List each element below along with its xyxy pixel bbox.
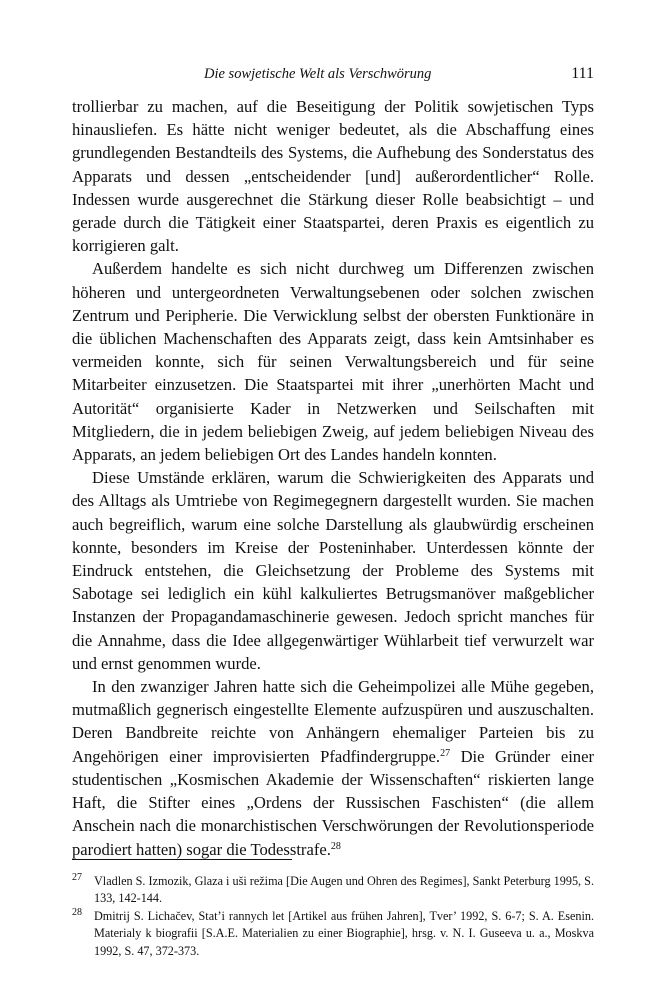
paragraph xyxy=(72,675,594,861)
body-text xyxy=(72,95,594,861)
page-number: 111 xyxy=(571,65,594,82)
paragraph-text: Diese Umstände erklären, warum die Schwierigkeiten des Apparats und des Alltags als Umtriebe von Regimegegnern dargestellt wurden. Sie machen auch begreiflich, warum eine solche Darstellung als glaubwürdig erscheinen konnte, besonders im Kreise der Posteninhaber. Unterdessen könnte der Eindruck entstehen, die Gleichsetzung der Probleme des Systems mit Sabotage sei lediglich ein kühl kalkuliertes Betrugsmanöver maßgeblicher Instanzen der Propagandamaschinerie gewesen. Jedoch spricht manches für die Annahme, dass die Idee allgegenwärtiger Wühlarbeit tief verwurzelt war und ernst genommen wurde. xyxy=(72,468,594,673)
paragraph-text: trollierbar zu machen, auf die Beseitigung der Politik sowjetischen Typs hinausliefen. Es hätte nicht weniger bedeutet, als die Abschaffung eines grundlegenden Bestandteils des Systems, die Aufhebung des Sonderstatus des Apparats und dessen „entscheidender [und] außerordentlicher“ Rolle. Indessen wurde ausgerechnet die Stärkung dieser Rolle beabsichtigt – und gerade durch die Tätigkeit einer Staatspartei, deren Praxis es eigentlich zu korrigieren galt. xyxy=(72,97,594,256)
paragraph xyxy=(72,466,594,675)
paragraph-text: In den zwanziger Jahren hatte sich die Geheimpolizei alle Mühe gegeben, mutmaßlich gegnerisch eingestellte Elemente aufzuspüren und auszuschalten. Deren Bandbreite reichte von Anhängern ehemaliger Parteien bis zu Angehörigen einer improvisierten Pfadfindergruppe. xyxy=(72,677,594,766)
footnote-separator xyxy=(72,859,292,860)
paragraph-text: Außerdem handelte es sich nicht durchweg um Differenzen zwischen höheren und untergeordneten Verwaltungsebenen oder solchen zwischen Zentrum und Peripherie. Die Verwicklung selbst der obersten Funktionäre in die üblichen Machenschaften des Apparats zeigt, dass kein Amtsinhaber es vermeiden konnte, sich für seinen Verwaltungsbereich und für seine Mitarbeiter einzusetzen. Die Staatspartei mit ihrer „unerhörten Macht und Autorität“ organisierte Kader in Netzwerken und Seilschaften mit Mitgliedern, die in jedem beliebigen Zweig, auf jedem beliebigen Niveau des Apparats, an jedem beliebigen Ort des Landes handeln konnten. xyxy=(72,259,594,465)
footnote-mark: 28 xyxy=(72,906,82,918)
paragraph xyxy=(72,257,594,466)
footnote-text: Dmitrij S. Lichačev, Stat’i rannych let [Artikel aus frühen Jahren], Tver’ 1992, S. 6-7; S. A. Esenin. Materialy k biografii [S.A.E. Materialien zu einer Biographie], hrsg. v. N. I. Guseeva u. a., Moskva 1992, S. 47, 372-373. xyxy=(94,908,594,958)
footnotes xyxy=(72,873,594,960)
running-header xyxy=(72,66,594,86)
paragraph xyxy=(72,95,594,257)
paragraph-text: Die Gründer einer studentischen „Kosmischen Akademie der Wissenschaften“ riskierten lange Haft, die Stifter eines „Ordens der Russischen Faschisten“ (die allem Anschein nach die monarchistischen Verschwörungen der Revolutionsperiode parodiert hatten) sogar die Todesstrafe. xyxy=(72,746,594,859)
footnote xyxy=(72,873,594,908)
footnote-mark: 27 xyxy=(72,872,82,883)
footnote-ref: 27 xyxy=(440,747,451,759)
footnote-ref: 28 xyxy=(330,840,341,852)
running-title: Die sowjetische Welt als Verschwörung xyxy=(204,66,432,82)
footnote-text: Vladlen S. Izmozik, Glaza i uši režima [Die Augen und Ohren des Regimes], Sankt Peterburg 1995, S. 133, 142-144. xyxy=(94,874,594,906)
footnote xyxy=(72,908,594,960)
